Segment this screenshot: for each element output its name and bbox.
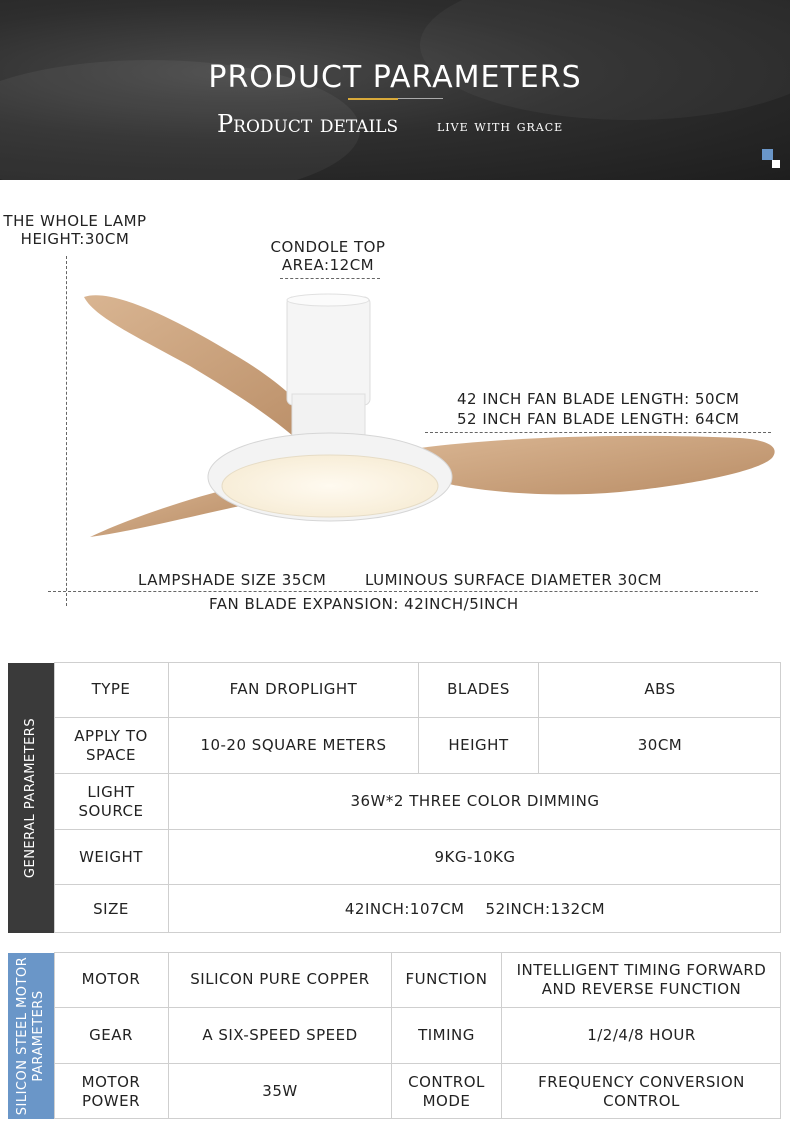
whole-lamp-label-line2: HEIGHT:30CM [20,230,130,248]
power-label-line1: MOTOR [81,1072,141,1091]
header-banner [0,0,790,180]
motor-parameters-side-label [8,953,54,1119]
blade-length-42-label: 42 INCH FAN BLADE LENGTH: 50CM [457,390,740,408]
lampshade-size-label: LAMPSHADE SIZE 35CM [138,571,327,589]
table-cell-label: HEIGHT [419,718,539,774]
table-cell-value: SILICON PURE COPPER [169,952,392,1008]
blade-length-52-label: 52 INCH FAN BLADE LENGTH: 64CM [457,410,740,428]
apply-label-line1: APPLY TO [74,726,148,745]
whole-lamp-label-line1: THE WHOLE LAMP [3,212,147,230]
motor-parameters-title [15,957,47,1115]
table-cell-value: 10-20 SQUARE METERS [169,718,419,774]
light-label-line2: SOURCE [78,801,144,820]
table-cell-label: MOTOR [54,952,169,1008]
height-dimension-line [66,256,67,606]
table-cell-label: TYPE [54,662,169,718]
table-cell-value: 35W [169,1064,392,1119]
blade-length-line [425,432,771,433]
control-label-line1: CONTROL [408,1072,485,1091]
whole-lamp-label [0,212,150,248]
fan-dimension-diagram [0,180,790,630]
blade-expansion-label: FAN BLADE EXPANSION: 42INCH/5INCH [209,595,519,613]
banner-subtitle: Product details [217,110,399,138]
table-cell-label: WEIGHT [54,830,169,885]
motor-title-line2: PARAMETERS [31,990,47,1082]
table-cell-label: GEAR [54,1008,169,1064]
general-parameters-side-label [8,663,54,933]
table-cell-label [54,774,169,830]
banner-tagline: live with grace [437,117,564,135]
canopy [287,297,370,405]
condole-top-label-line1: CONDOLE TOP [270,238,386,256]
table-cell-label [54,1064,169,1119]
table-cell-value: ABS [539,662,781,718]
expansion-dimension-line [48,591,758,592]
table-cell-value [502,952,781,1008]
condole-dimension-line [280,278,380,279]
function-value-line2: AND REVERSE FUNCTION [541,979,742,998]
table-cell-value [502,1064,781,1119]
light-label-line1: LIGHT [87,782,135,801]
condole-top-label [256,238,400,274]
control-value-line2: CONTROL [603,1091,680,1110]
control-label-line2: MODE [422,1091,471,1110]
table-cell-value: 36W*2 THREE COLOR DIMMING [169,774,781,830]
table-cell-label: BLADES [419,662,539,718]
luminous-panel [222,455,438,517]
function-value-line1: INTELLIGENT TIMING FORWARD [516,960,767,979]
table-cell-value: FAN DROPLIGHT [169,662,419,718]
luminous-diameter-label: LUMINOUS SURFACE DIAMETER 30CM [365,571,663,589]
table-cell-value: A SIX-SPEED SPEED [169,1008,392,1064]
table-cell-label: FUNCTION [392,952,502,1008]
motor-title-line1: SILICON STEEL MOTOR [15,956,31,1116]
table-cell-label: TIMING [392,1008,502,1064]
table-cell-value: 9KG-10KG [169,830,781,885]
power-label-line2: POWER [81,1091,141,1110]
table-cell-label [392,1064,502,1119]
table-cell-label: SIZE [54,885,169,933]
title-underline-accent [348,98,398,100]
table-cell-value: 42INCH:107CM 52INCH:132CM [344,899,606,918]
apply-label-line2: SPACE [85,745,137,764]
table-cell-value: 30CM [539,718,781,774]
general-parameters-title: GENERAL PARAMETERS [23,717,39,879]
table-cell-label [54,718,169,774]
fan-blade-right [420,436,775,494]
table-cell-value: 1/2/4/8 HOUR [502,1008,781,1064]
control-value-line1: FREQUENCY CONVERSION [538,1072,745,1091]
title-underline [398,98,443,99]
page-title: PRODUCT PARAMETERS [208,60,582,95]
condole-top-label-line2: AREA:12CM [281,256,375,274]
decor-square-white [772,160,780,168]
decor-square-blue [762,149,773,160]
